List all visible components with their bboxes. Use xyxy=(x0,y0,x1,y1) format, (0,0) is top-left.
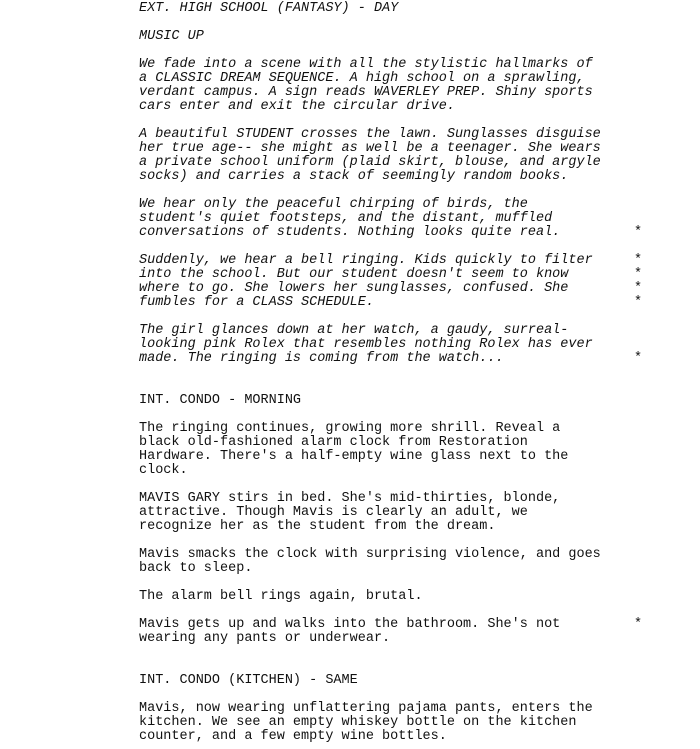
action-paragraph: Suddenly, we hear a bell ringing. Kids quickly to filter into the school. But our student doesn't seem to know where to go. She lowers her sunglasses, confused. She fumbles for a CLASS SCHEDULE. xyxy=(139,253,593,310)
revision-mark: * xyxy=(634,617,643,632)
revision-mark: * xyxy=(634,351,643,366)
action-paragraph: We fade into a scene with all the stylistic hallmarks of a CLASSIC DREAM SEQUENCE. A high school on a sprawling, verdant campus. A sign reads WAVERLEY PREP. Shiny sports cars enter and exit the circular drive. xyxy=(139,57,593,114)
revision-mark: * xyxy=(634,253,643,268)
action-paragraph: Mavis smacks the clock with surprising violence, and goes back to sleep. xyxy=(139,547,601,576)
scene-heading: EXT. HIGH SCHOOL (FANTASY) - DAY xyxy=(139,1,399,16)
scene-heading: INT. CONDO - MORNING xyxy=(139,393,302,408)
action-paragraph: Mavis, now wearing unflattering pajama pants, enters the kitchen. We see an empty whiskey bottle on the kitchen counter, and a few empty wine bottles. xyxy=(139,701,593,744)
music-cue: MUSIC UP xyxy=(139,29,204,44)
revision-mark: * xyxy=(634,225,643,240)
revision-mark: * xyxy=(634,267,643,282)
action-paragraph: The alarm bell rings again, brutal. xyxy=(139,589,423,604)
action-paragraph: Mavis gets up and walks into the bathroom. She's not wearing any pants or underwear. xyxy=(139,617,561,646)
revision-mark: * xyxy=(634,281,643,296)
action-paragraph: The girl glances down at her watch, a gaudy, surreal- looking pink Rolex that resembles nothing Rolex has ever made. The ringing is coming from the watch... xyxy=(139,323,593,366)
action-paragraph: We hear only the peaceful chirping of birds, the student's quiet footsteps, and the distant, muffled conversations of students. Nothing looks quite real. xyxy=(139,197,561,240)
action-paragraph: MAVIS GARY stirs in bed. She's mid-thirties, blonde, attractive. Though Mavis is clearly an adult, we recognize her as the student from the dream. xyxy=(139,491,561,534)
revision-mark: * xyxy=(634,295,643,310)
action-paragraph: The ringing continues, growing more shrill. Reveal a black old-fashioned alarm clock from Restoration Hardware. There's a half-empty wine glass next to the clock. xyxy=(139,421,569,478)
action-paragraph: A beautiful STUDENT crosses the lawn. Sunglasses disguise her true age-- she might as well be a teenager. She wears a private school uniform (plaid skirt, blouse, and argyle socks) and carries a stack of seemingly random books. xyxy=(139,127,601,184)
scene-heading: INT. CONDO (KITCHEN) - SAME xyxy=(139,673,358,688)
